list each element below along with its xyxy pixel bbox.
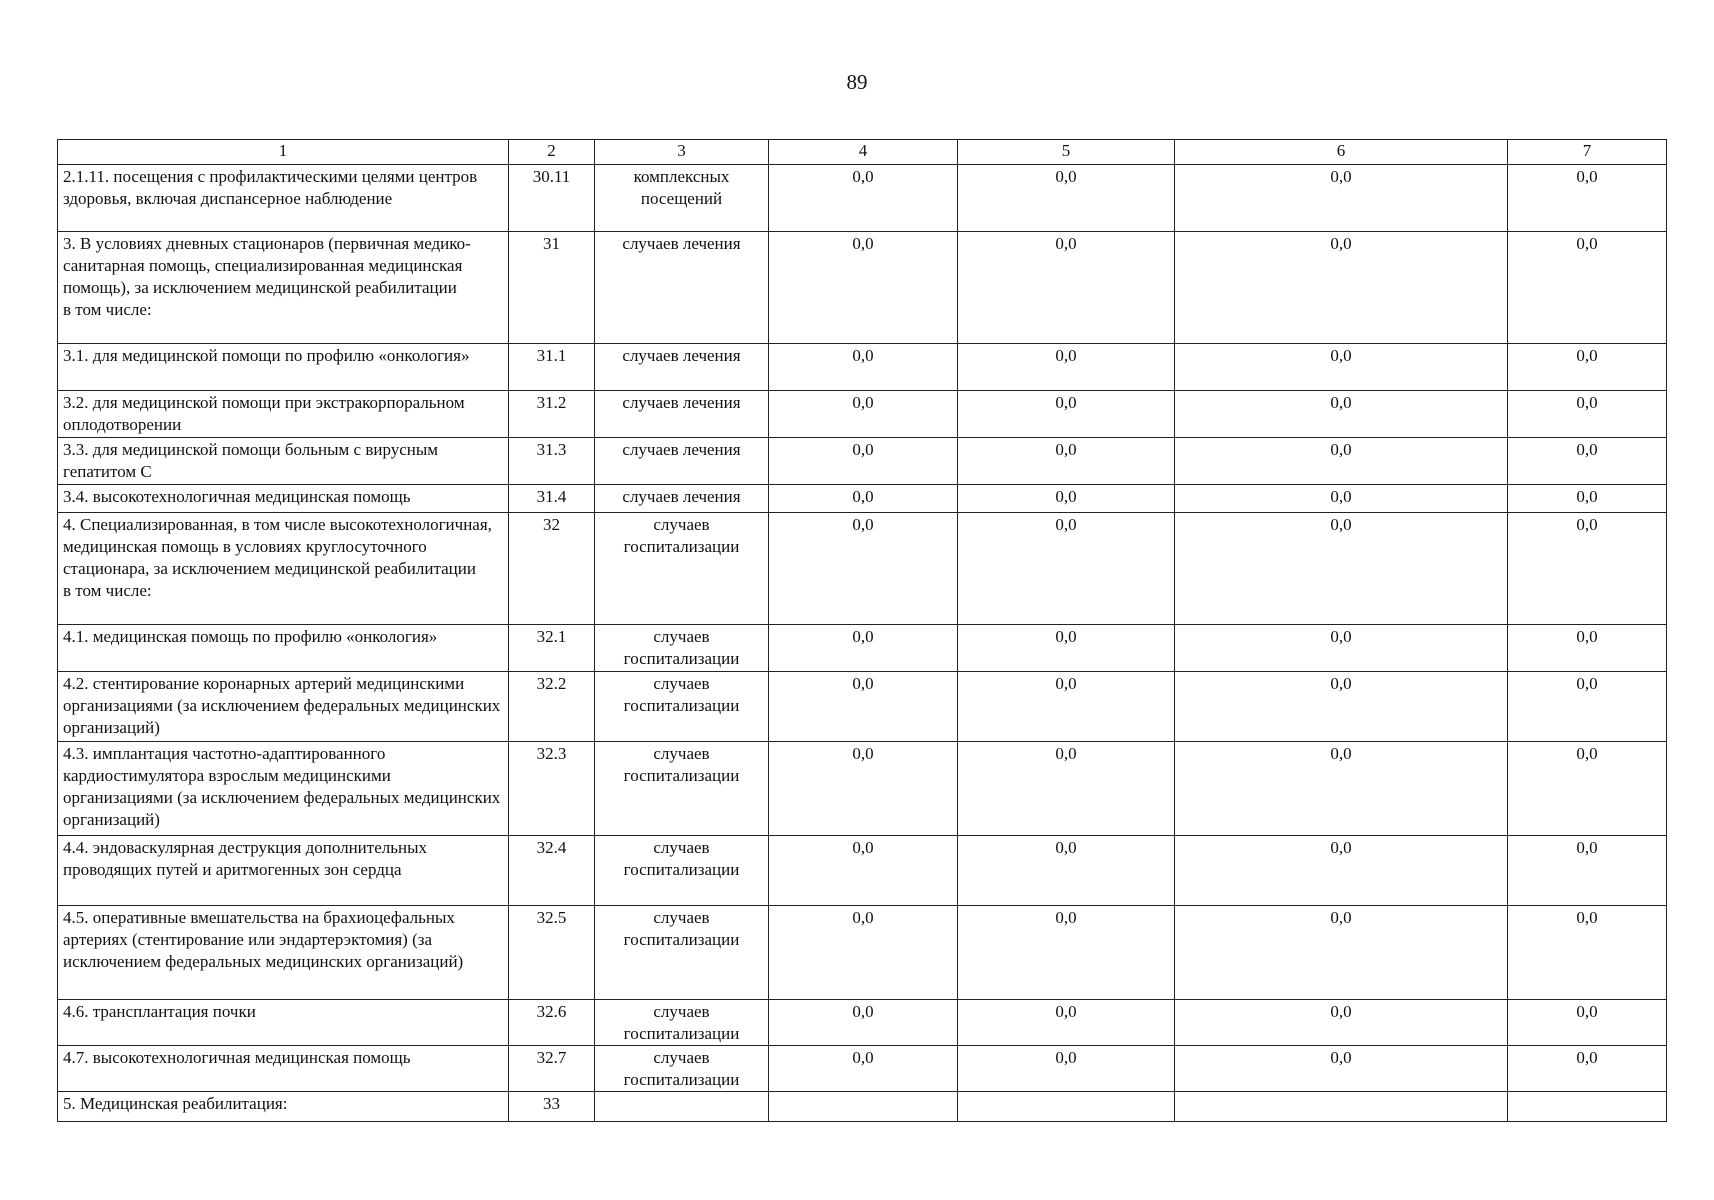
row-value-col6: 0,0 (1175, 672, 1508, 742)
row-value-col5: 0,0 (958, 232, 1175, 344)
row-value-col6: 0,0 (1175, 742, 1508, 836)
row-code-cell: 31.2 (509, 391, 595, 438)
row-unit-cell: случаев госпитализации (595, 906, 769, 1000)
row-unit-cell: случаев госпитализации (595, 513, 769, 625)
row-value-col7: 0,0 (1508, 1046, 1667, 1092)
row-value-col7: 0,0 (1508, 485, 1667, 513)
row-value-col7: 0,0 (1508, 232, 1667, 344)
row-value-col7: 0,0 (1508, 1000, 1667, 1046)
row-value-col6: 0,0 (1175, 391, 1508, 438)
row-code-cell: 32.2 (509, 672, 595, 742)
row-name-cell: 3.1. для медицинской помощи по профилю «онкология» (58, 344, 509, 391)
row-unit-cell: случаев госпитализации (595, 1000, 769, 1046)
row-name-cell: 3.2. для медицинской помощи при экстракорпоральном оплодотворении (58, 391, 509, 438)
row-name-cell: 3.3. для медицинской помощи больным с вирусным гепатитом С (58, 438, 509, 485)
row-value-col4: 0,0 (769, 906, 958, 1000)
row-value-col6: 0,0 (1175, 344, 1508, 391)
row-value-col6: 0,0 (1175, 1046, 1508, 1092)
row-value-col4: 0,0 (769, 165, 958, 232)
row-value-col5: 0,0 (958, 485, 1175, 513)
table-row (58, 672, 1667, 742)
row-value-col5: 0,0 (958, 438, 1175, 485)
row-value-col5: 0,0 (958, 1000, 1175, 1046)
row-unit-cell: случаев лечения (595, 438, 769, 485)
row-unit-cell: случаев госпитализации (595, 836, 769, 906)
table-row (58, 906, 1667, 1000)
row-value-col4 (769, 1092, 958, 1122)
row-value-col5: 0,0 (958, 625, 1175, 672)
row-name-cell: 3. В условиях дневных стационаров (первичная медико-санитарная помощь, специализированная медицинская помощь), за исключением медицинской реабилитации в том числе: (58, 232, 509, 344)
row-name-cell: 4.6. трансплантация почки (58, 1000, 509, 1046)
row-value-col4: 0,0 (769, 625, 958, 672)
header-col-4: 4 (769, 140, 958, 165)
row-value-col6: 0,0 (1175, 165, 1508, 232)
table-row (58, 232, 1667, 344)
row-value-col6: 0,0 (1175, 836, 1508, 906)
row-value-col7 (1508, 1092, 1667, 1122)
row-name-cell: 4.3. имплантация частотно-адаптированного кардиостимулятора взрослым медицинскими организациями (за исключением федеральных медицинских организаций) (58, 742, 509, 836)
table-row (58, 1046, 1667, 1092)
row-value-col4: 0,0 (769, 513, 958, 625)
row-unit-cell: случаев госпитализации (595, 1046, 769, 1092)
row-name-cell: 4.2. стентирование коронарных артерий медицинскими организациями (за исключением федеральных медицинских организаций) (58, 672, 509, 742)
row-value-col7: 0,0 (1508, 906, 1667, 1000)
row-unit-cell: случаев госпитализации (595, 625, 769, 672)
row-code-cell: 31 (509, 232, 595, 344)
row-value-col7: 0,0 (1508, 672, 1667, 742)
row-value-col5: 0,0 (958, 1046, 1175, 1092)
row-value-col5: 0,0 (958, 344, 1175, 391)
row-value-col4: 0,0 (769, 672, 958, 742)
row-value-col6: 0,0 (1175, 438, 1508, 485)
row-unit-cell: случаев госпитализации (595, 672, 769, 742)
row-code-cell: 32.7 (509, 1046, 595, 1092)
indicators-table (57, 139, 1667, 1122)
header-col-1: 1 (58, 140, 509, 165)
row-name-cell: 3.4. высокотехнологичная медицинская помощь (58, 485, 509, 513)
row-name-cell: 4.4. эндоваскулярная деструкция дополнительных проводящих путей и аритмогенных зон сердца (58, 836, 509, 906)
table-row (58, 438, 1667, 485)
row-code-cell: 32.3 (509, 742, 595, 836)
row-value-col4: 0,0 (769, 438, 958, 485)
row-value-col5: 0,0 (958, 906, 1175, 1000)
row-value-col7: 0,0 (1508, 391, 1667, 438)
table-row (58, 1000, 1667, 1046)
row-value-col4: 0,0 (769, 485, 958, 513)
row-code-cell: 31.3 (509, 438, 595, 485)
row-value-col4: 0,0 (769, 1046, 958, 1092)
header-col-5: 5 (958, 140, 1175, 165)
row-code-cell: 32.6 (509, 1000, 595, 1046)
column-number-row (58, 140, 1667, 165)
row-value-col6: 0,0 (1175, 625, 1508, 672)
row-value-col6: 0,0 (1175, 232, 1508, 344)
header-col-3: 3 (595, 140, 769, 165)
table-row (58, 391, 1667, 438)
row-unit-cell: случаев госпитализации (595, 742, 769, 836)
page-number: 89 (846, 70, 868, 94)
row-value-col6: 0,0 (1175, 1000, 1508, 1046)
row-name-cell: 5. Медицинская реабилитация: (58, 1092, 509, 1122)
row-value-col7: 0,0 (1508, 344, 1667, 391)
header-col-7: 7 (1508, 140, 1667, 165)
row-code-cell: 32.5 (509, 906, 595, 1000)
row-value-col4: 0,0 (769, 344, 958, 391)
row-value-col5: 0,0 (958, 672, 1175, 742)
row-code-cell: 31.4 (509, 485, 595, 513)
row-value-col7: 0,0 (1508, 836, 1667, 906)
row-value-col5: 0,0 (958, 513, 1175, 625)
row-value-col6: 0,0 (1175, 485, 1508, 513)
table-body (58, 165, 1667, 1122)
row-value-col5 (958, 1092, 1175, 1122)
row-value-col7: 0,0 (1508, 438, 1667, 485)
row-value-col7: 0,0 (1508, 625, 1667, 672)
row-unit-cell (595, 1092, 769, 1122)
row-code-cell: 31.1 (509, 344, 595, 391)
header-col-2: 2 (509, 140, 595, 165)
table-row (58, 836, 1667, 906)
row-unit-cell: случаев лечения (595, 391, 769, 438)
row-name-cell: 2.1.11. посещения с профилактическими целями центров здоровья, включая диспансерное наблюдение (58, 165, 509, 232)
row-unit-cell: комплексных посещений (595, 165, 769, 232)
row-value-col6: 0,0 (1175, 513, 1508, 625)
row-name-cell: 4.5. оперативные вмешательства на брахиоцефальных артериях (стентирование или эндартерэктомия) (за исключением федеральных медицинских организаций) (58, 906, 509, 1000)
row-value-col7: 0,0 (1508, 742, 1667, 836)
row-name-cell: 4.1. медицинская помощь по профилю «онкология» (58, 625, 509, 672)
row-value-col5: 0,0 (958, 391, 1175, 438)
row-code-cell: 30.11 (509, 165, 595, 232)
row-unit-cell: случаев лечения (595, 232, 769, 344)
row-value-col4: 0,0 (769, 232, 958, 344)
row-value-col7: 0,0 (1508, 513, 1667, 625)
row-name-cell: 4. Специализированная, в том числе высокотехнологичная, медицинская помощь в условиях круглосуточного стационара, за исключением медицинской реабилитации в том числе: (58, 513, 509, 625)
header-col-6: 6 (1175, 140, 1508, 165)
row-unit-cell: случаев лечения (595, 485, 769, 513)
row-value-col6: 0,0 (1175, 906, 1508, 1000)
row-code-cell: 32 (509, 513, 595, 625)
table-row (58, 165, 1667, 232)
row-unit-cell: случаев лечения (595, 344, 769, 391)
row-value-col4: 0,0 (769, 742, 958, 836)
row-value-col5: 0,0 (958, 165, 1175, 232)
table-row (58, 513, 1667, 625)
table-row (58, 625, 1667, 672)
row-value-col4: 0,0 (769, 391, 958, 438)
row-value-col7: 0,0 (1508, 165, 1667, 232)
row-value-col4: 0,0 (769, 1000, 958, 1046)
table-row (58, 1092, 1667, 1122)
table-row (58, 485, 1667, 513)
row-code-cell: 32.1 (509, 625, 595, 672)
table-row (58, 742, 1667, 836)
table-row (58, 344, 1667, 391)
row-name-cell: 4.7. высокотехнологичная медицинская помощь (58, 1046, 509, 1092)
row-code-cell: 32.4 (509, 836, 595, 906)
row-value-col5: 0,0 (958, 836, 1175, 906)
row-code-cell: 33 (509, 1092, 595, 1122)
row-value-col5: 0,0 (958, 742, 1175, 836)
row-value-col6 (1175, 1092, 1508, 1122)
row-value-col4: 0,0 (769, 836, 958, 906)
